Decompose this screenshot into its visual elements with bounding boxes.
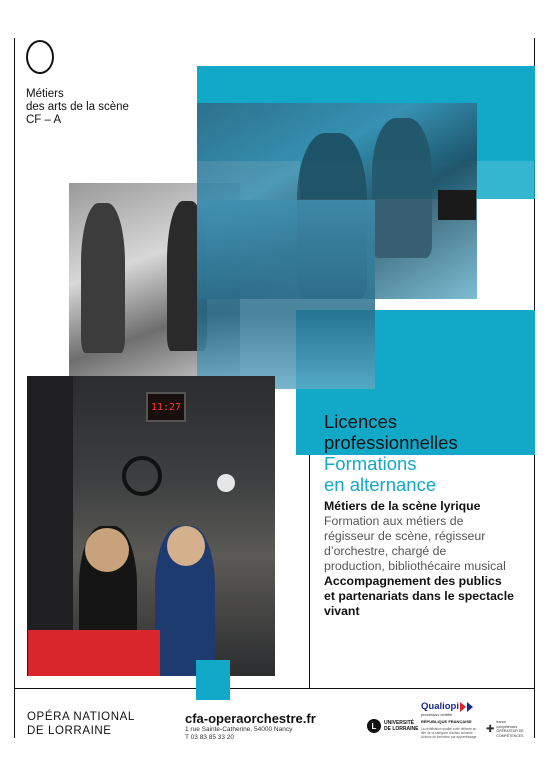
france-comp-line1: france — [496, 720, 507, 724]
cable-coil — [122, 456, 162, 496]
brand-block — [26, 88, 129, 127]
qualiopi-logo — [421, 701, 481, 739]
title-professionnelles: professionnelles — [324, 432, 458, 453]
france-comp-line3: OPÉRATEUR DE COMPÉTENCES — [496, 729, 524, 738]
digital-clock: 11:27 — [146, 392, 186, 422]
section2-line2: et partenariats dans le spectacle — [324, 589, 515, 603]
person-face — [167, 526, 205, 566]
person-face — [85, 528, 129, 572]
qualiopi-republic: RÉPUBLIQUE FRANÇAISE — [421, 719, 472, 724]
title-alternance: en alternance — [324, 474, 437, 495]
france-comp-line2: compétences — [496, 724, 518, 729]
left-rule — [14, 38, 15, 738]
title-licences: Licences — [324, 411, 398, 432]
cyan-block-bottom — [196, 660, 230, 700]
photo-credit — [539, 310, 547, 450]
brand-line2: des arts de la scène — [26, 101, 129, 113]
qualiopi-name — [421, 701, 481, 712]
address: 1 rue Sainte-Catherine, 54000 Nancy — [185, 726, 293, 733]
section1-line2: régisseur de scène, régisseur — [324, 529, 486, 543]
university-name — [384, 720, 418, 732]
section1-line3: d’orchestre, chargé de — [324, 544, 447, 558]
qualiopi-arrow-icon — [467, 702, 473, 712]
photo-stage-lower — [197, 200, 375, 389]
section1-title: Métiers de la scène lyrique — [324, 499, 481, 513]
section1-line4: production, bibliothécaire musical — [324, 559, 506, 573]
opera-logo-text — [27, 710, 135, 738]
university-line2: DE LORRAINE — [384, 726, 419, 732]
university-logo — [367, 719, 418, 733]
brand-line1: Métiers — [26, 88, 64, 100]
france-competences-text — [496, 720, 549, 738]
opera-line1: OPÉRA NATIONAL — [27, 711, 135, 723]
qualiopi-wordmark: Qualiopi — [421, 701, 459, 712]
footer-rule — [14, 688, 535, 689]
stage-light — [217, 474, 235, 492]
headline-block — [324, 411, 534, 619]
section2-line1: Accompagnement des publics — [324, 574, 502, 588]
university-line1: UNIVERSITÉ — [384, 720, 415, 726]
section1-line1: Formation aux métiers de — [324, 514, 464, 528]
section2-line3: vivant — [324, 604, 360, 618]
contact-block — [185, 711, 316, 742]
opera-line2: DE LORRAINE — [27, 725, 112, 737]
france-competences-logo — [486, 720, 549, 738]
university-mark-icon: L — [367, 719, 381, 733]
title-formations: Formations — [324, 453, 417, 474]
brand-line3: CF – A — [26, 114, 62, 126]
person-silhouette — [81, 203, 125, 353]
phone: T 03 83 85 33 20 — [185, 734, 235, 741]
opera-o-logo-icon — [26, 40, 54, 74]
qualiopi-sub: processus certifié — [421, 712, 453, 717]
qualiopi-arrow-icon — [460, 702, 466, 712]
website-link[interactable]: cfa-operaorchestre.fr — [185, 711, 316, 726]
france-competences-mark-icon: ✚ — [486, 723, 495, 735]
music-stand-icon — [438, 190, 476, 220]
qualiopi-fine-print: La certification qualité a été délivrée au titre de la catégorie d’action suivante : Actions de formation par apprentissage — [421, 727, 477, 739]
red-crate — [28, 630, 160, 676]
person-silhouette — [372, 118, 432, 258]
